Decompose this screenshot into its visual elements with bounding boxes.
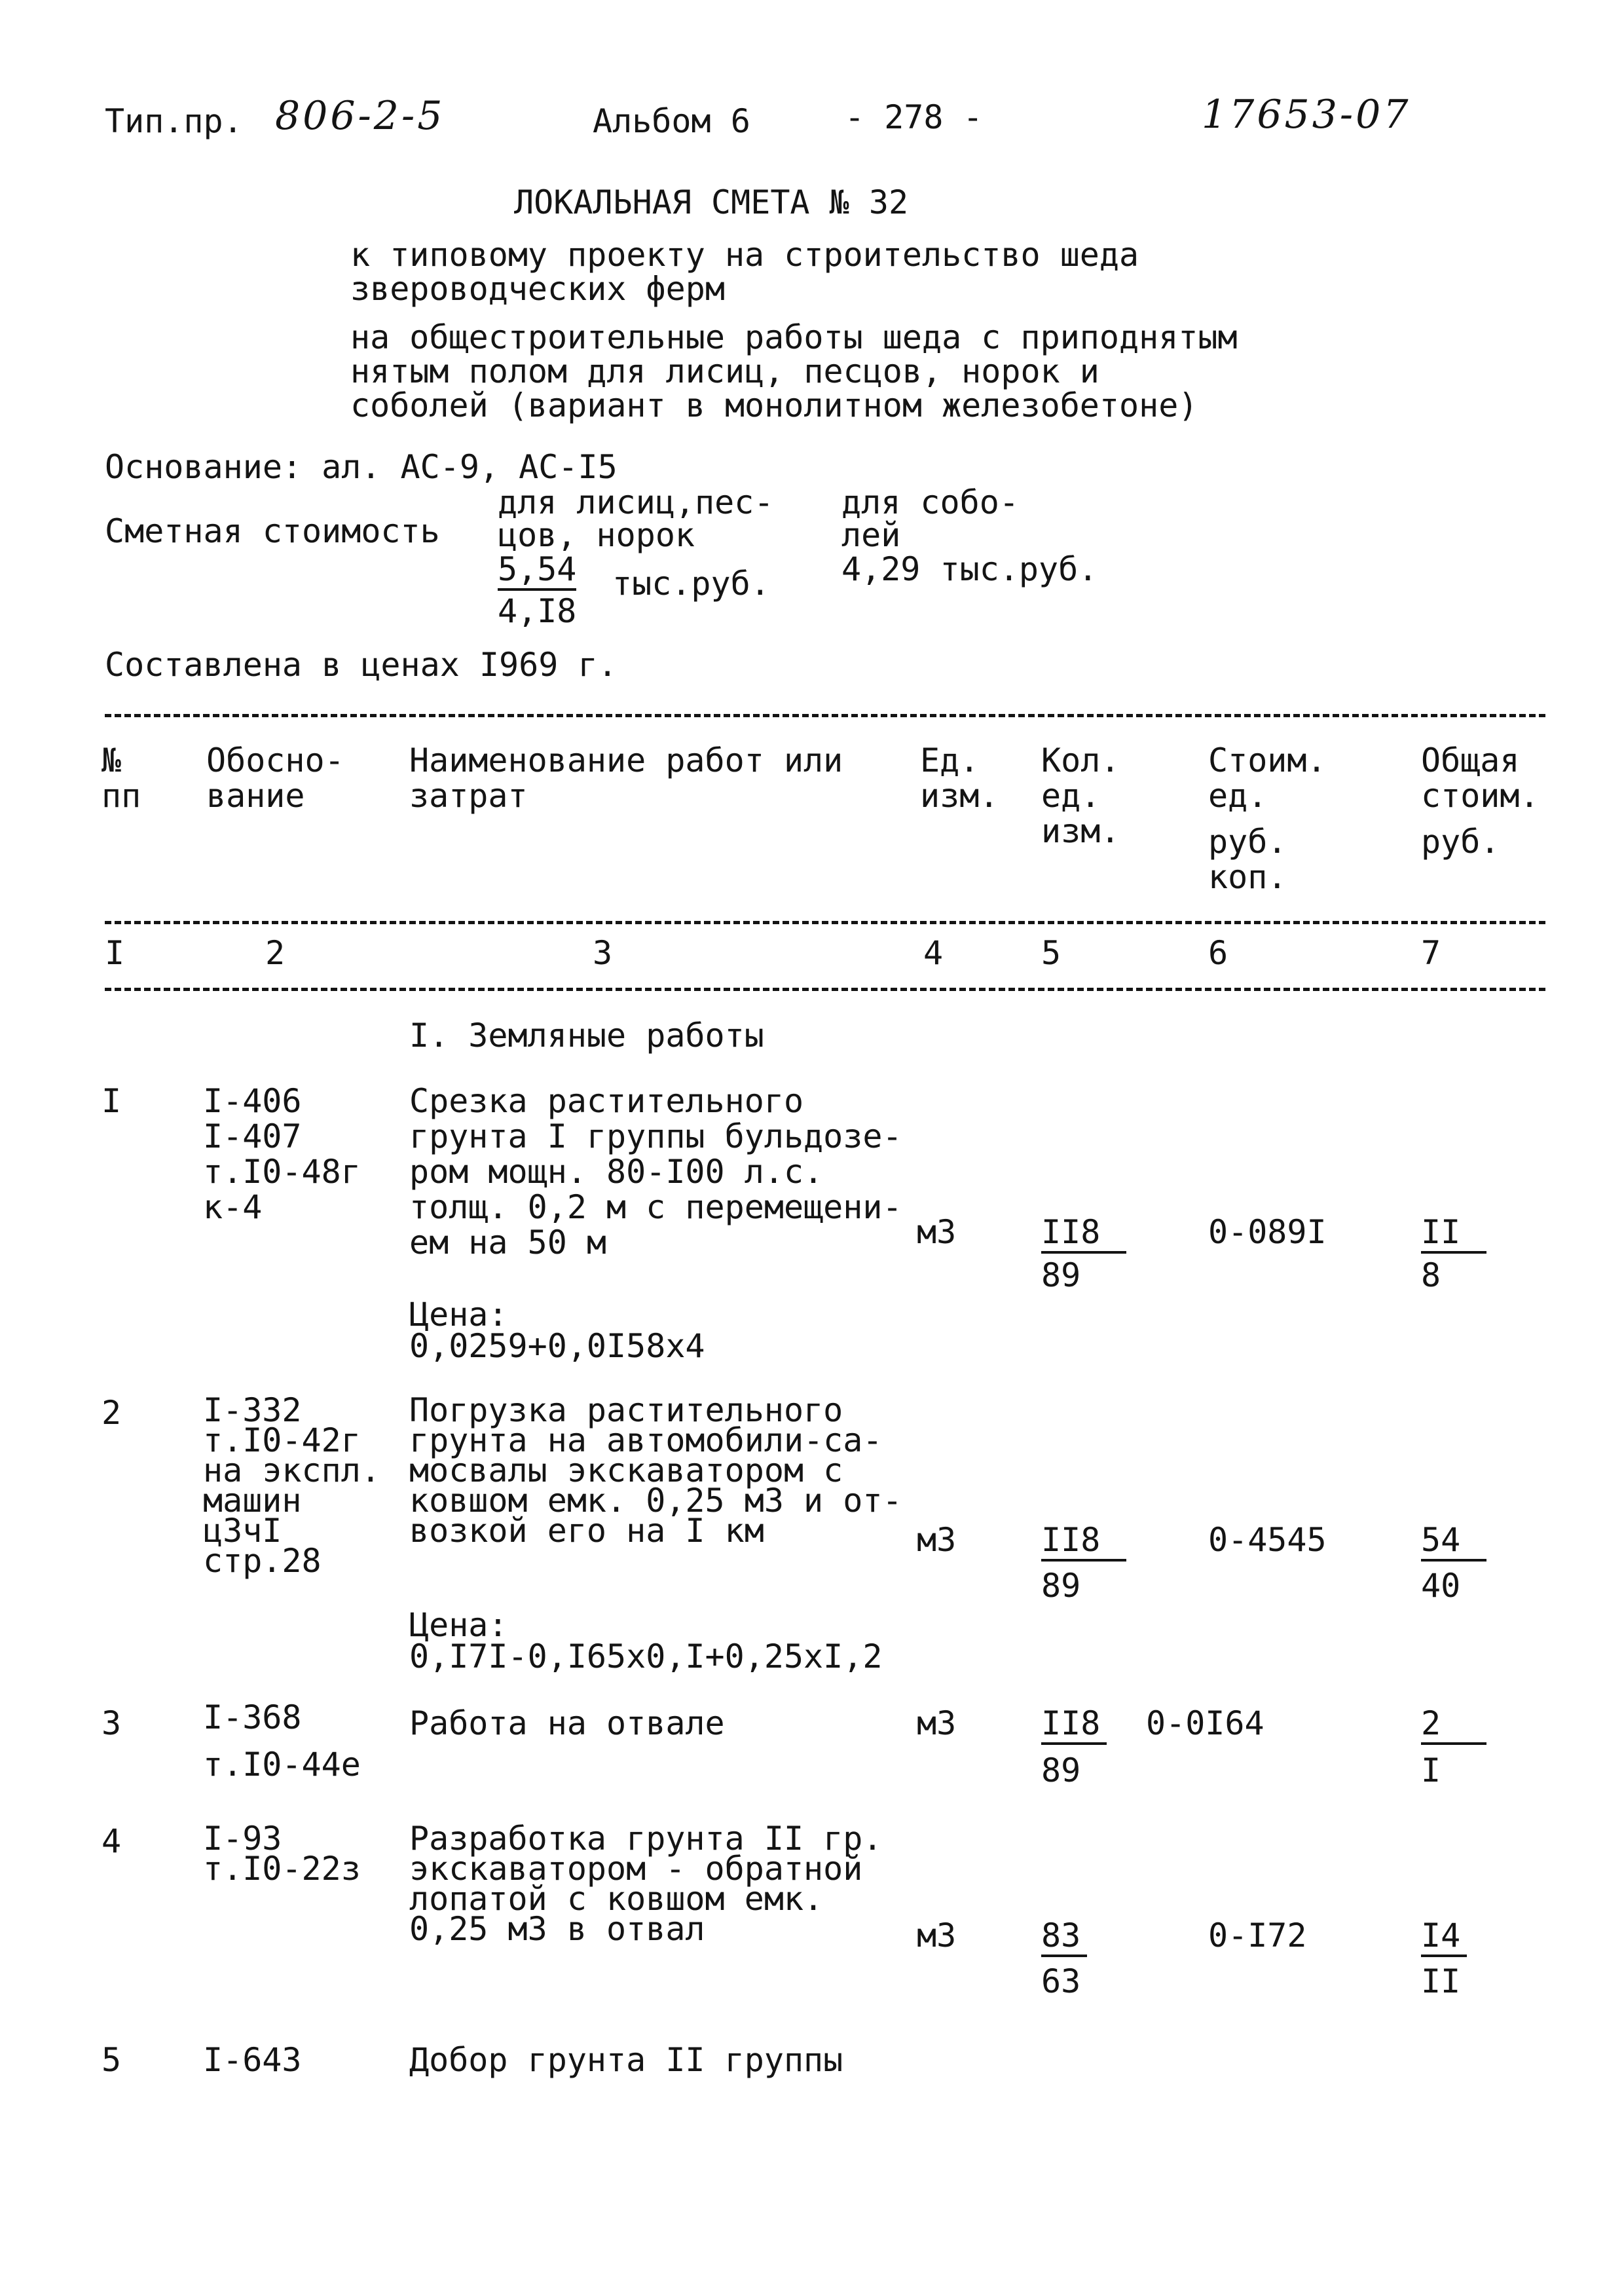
row-quantity-top: 83 [1041,1918,1087,1957]
col-header-unit-cost: Стоим. ед. [1208,741,1327,815]
row-unit: м3 [917,1521,957,1559]
row-work-name: Срезка растительного грунта I группы бульдозе- ром мощн. 80-I00 л.с. толщ. 0,2 м с перемещени- ем на 50 м [409,1082,902,1262]
row-work-name: Разработка грунта II гр. экскаватором - обратной лопатой с ковшом емк. 0,25 м3 в отвал [409,1820,883,1948]
row-quantity-bottom: 89 [1041,1567,1081,1605]
basis-line: Основание: ал. АС-9, АС-I5 [105,448,618,486]
cost-col-b-value: 4,29 тыс.руб. [841,550,1098,588]
estimated-cost-label: Сметная стоимость [105,512,440,550]
prices-year-line: Составлена в ценах I969 г. [105,646,618,684]
col-header-total-cost-currency: руб. [1421,823,1500,861]
subtitle-line: звероводческих ферм [350,270,725,308]
row-total-bottom: I [1421,1751,1441,1789]
cost-col-a-line2: цов, норок [498,516,695,554]
col-header-total-cost: Общая стоим. [1421,741,1540,815]
row-unit: м3 [917,1917,957,1955]
section-title: I. Земляные работы [409,1017,764,1055]
row-number: 4 [101,1822,122,1860]
column-numbers-divider [105,988,1545,991]
cost-col-b-line1: для собо- [841,483,1019,521]
row-quantity-bottom: 89 [1041,1256,1081,1294]
cost-col-a-value-bottom: 4,I8 [498,592,577,630]
header-divider [105,921,1545,924]
subtitle-line: нятым полом для лисиц, песцов, норок и [350,352,1099,390]
subtitle-line: соболей (вариант в монолитном железобетоне) [350,386,1198,424]
row-work-name: Работа на отвале [409,1704,725,1742]
column-number: 6 [1208,934,1228,972]
row-unit: м3 [917,1213,957,1251]
row-number: 5 [101,2041,122,2079]
row-quantity-bottom: 89 [1041,1751,1081,1789]
row-work-name: Добор грунта II группы [409,2041,843,2079]
column-number: 5 [1041,934,1061,972]
row-price-formula: 0,I7I-0,I65х0,I+0,25хI,2 [409,1637,883,1675]
row-total-bottom: 40 [1421,1567,1461,1605]
album-label: Альбом 6 [593,102,750,140]
column-number: 7 [1421,934,1441,972]
type-project-number: 806-2-5 [275,93,445,139]
cost-col-a-line1: для лисиц,пес- [498,483,774,521]
row-basis: I-93 т.I0-22з [203,1820,361,1888]
column-number: 3 [593,934,613,972]
row-unit: м3 [917,1704,957,1742]
row-total-top: I4 [1421,1918,1467,1957]
subtitle-line: к типовому проекту на строительство шеда [350,236,1139,274]
row-basis: I-406 I-407 т.I0-48г к-4 [203,1082,361,1226]
row-basis: I-368 т.I0-44е [203,1698,361,1784]
table-top-divider [105,714,1545,717]
row-number: 2 [101,1394,122,1432]
page-number: - 278 - [845,98,983,136]
row-price-label: Цена: [409,1606,508,1644]
column-number: 4 [923,934,944,972]
page-title: ЛОКАЛЬНАЯ СМЕТА № 32 [514,183,909,221]
row-total-top: 2 [1421,1706,1486,1745]
row-total-bottom: II [1421,1962,1461,2000]
row-basis: I-332 т.I0-42г на экспл. машин ц3чI стр.28 [203,1391,380,1580]
row-unit-cost: 0-0I64 [1146,1704,1264,1742]
row-total-bottom: 8 [1421,1256,1441,1294]
subtitle-line: на общестроительные работы шеда с приподнятым [350,318,1238,356]
col-header-number: № пп [101,741,141,815]
row-work-name: Погрузка растительного грунта на автомобили-са- мосвалы экскаватором с ковшом емк. 0,25 м3 и от- возкой его на I км [409,1391,902,1550]
col-header-unit: Ед. изм. [920,741,999,815]
row-number: I [101,1082,122,1120]
cost-col-a-unit: тыс.руб. [612,565,770,603]
row-total-top: II [1421,1214,1486,1254]
cost-col-a-value-top: 5,54 [498,552,576,591]
row-unit-cost: 0-4545 [1208,1521,1327,1559]
col-header-quantity: Кол. ед. изм. [1041,741,1120,850]
row-total-top: 54 [1421,1522,1486,1562]
column-number: 2 [265,934,286,972]
row-unit-cost: 0-I72 [1208,1917,1307,1955]
row-price-formula: 0,0259+0,0I58х4 [409,1327,705,1365]
col-header-unit-cost-currency: руб. коп. [1208,823,1287,896]
column-number: I [105,934,125,972]
document-code: 17653-07 [1202,92,1411,138]
row-quantity-top: II8 [1041,1522,1126,1562]
row-quantity-top: II8 [1041,1214,1126,1254]
row-number: 3 [101,1704,122,1742]
row-unit-cost: 0-089I [1208,1213,1327,1251]
col-header-work-name: Наименование работ или затрат [409,741,843,815]
row-basis: I-643 [203,2041,302,2079]
row-quantity-bottom: 63 [1041,1962,1081,2000]
row-quantity-top: II8 [1041,1706,1107,1745]
cost-col-b-line2: лей [841,516,901,554]
col-header-basis: Обосно- вание [206,741,344,815]
row-price-label: Цена: [409,1296,508,1334]
type-project-label: Тип.пр. [105,102,243,140]
